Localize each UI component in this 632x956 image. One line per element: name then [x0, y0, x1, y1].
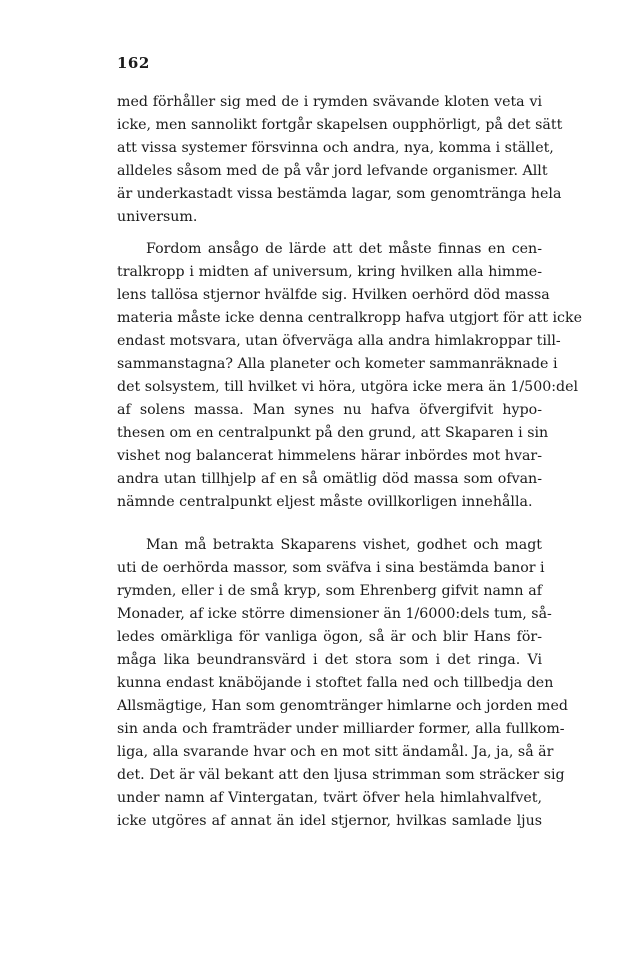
text-line: vishet nog balancerat himmelens härar inbördes mot hvar- — [117, 448, 542, 464]
text-line: sammanstagna? Alla planeter och kometer sammanräknade i — [117, 356, 558, 372]
text-line: rymden, eller i de små kryp, som Ehrenberg gifvit namn af — [117, 583, 542, 599]
text-line: nämnde centralpunkt eljest måste ovillkorligen innehålla. — [117, 494, 533, 510]
page-number: 162 — [117, 54, 150, 72]
text-line: andra utan tillhjelp af en så omätlig död massa som ofvan- — [117, 471, 542, 487]
text-line: endast motsvara, utan öfverväga alla andra himlakroppar till- — [117, 333, 561, 349]
text-line: Fordom ansågo de lärde att det måste finnas en cen- — [146, 241, 542, 257]
text-line: under namn af Vintergatan, tvärt öfver hela himlahvalfvet, — [117, 790, 542, 806]
text-line: af solens massa. Man synes nu hafva öfvergifvit hypo- — [117, 402, 542, 418]
text-line: kunna endast knäböjande i stoftet falla ned och tillbedja den — [117, 675, 554, 691]
text-line: icke, men sannolikt fortgår skapelsen oupphörligt, på det sätt — [117, 117, 563, 133]
text-line: är underkastadt vissa bestämda lagar, som genomtränga hela — [117, 186, 562, 202]
text-line: universum. — [117, 209, 198, 225]
text-line: uti de oerhörda massor, som sväfva i sina bestämda banor i — [117, 560, 545, 576]
text-line: materia måste icke denna centralkropp hafva utgjort för att icke — [117, 310, 582, 326]
text-line: lens tallösa stjernor hvälfde sig. Hvilken oerhörd död massa — [117, 287, 550, 303]
text-line: Allsmägtige, Han som genomtränger himlarne och jorden med — [117, 698, 568, 714]
text-line: sin anda och framträder under milliarder former, alla fullkom- — [117, 721, 565, 737]
text-line: det solsystem, till hvilket vi höra, utgöra icke mera än 1/500:del — [117, 379, 579, 395]
text-line: Monader, af icke större dimensioner än 1/6000:dels tum, så- — [117, 606, 552, 622]
text-line: liga, alla svarande hvar och en mot sitt ändamål. Ja, ja, så är — [117, 744, 554, 760]
text-line: att vissa systemer försvinna och andra, nya, komma i stället, — [117, 140, 554, 156]
text-line: Man må betrakta Skaparens vishet, godhet och magt — [146, 537, 542, 553]
text-line: thesen om en centralpunkt på den grund, att Skaparen i sin — [117, 425, 549, 441]
text-line: tralkropp i midten af universum, kring hvilken alla himme- — [117, 264, 542, 280]
text-line: måga lika beundransvärd i det stora som i det ringa. Vi — [117, 652, 542, 668]
text-line: ledes omärkliga för vanliga ögon, så är och blir Hans för- — [117, 629, 542, 645]
text-line: icke utgöres af annat än idel stjernor, hvilkas samlade ljus — [117, 813, 542, 829]
text-line: det. Det är väl bekant att den ljusa strimman som sträcker sig — [117, 767, 565, 783]
text-line: alldeles såsom med de på vår jord lefvande organismer. Allt — [117, 163, 548, 179]
text-line: med förhåller sig med de i rymden svävande kloten veta vi — [117, 94, 542, 110]
